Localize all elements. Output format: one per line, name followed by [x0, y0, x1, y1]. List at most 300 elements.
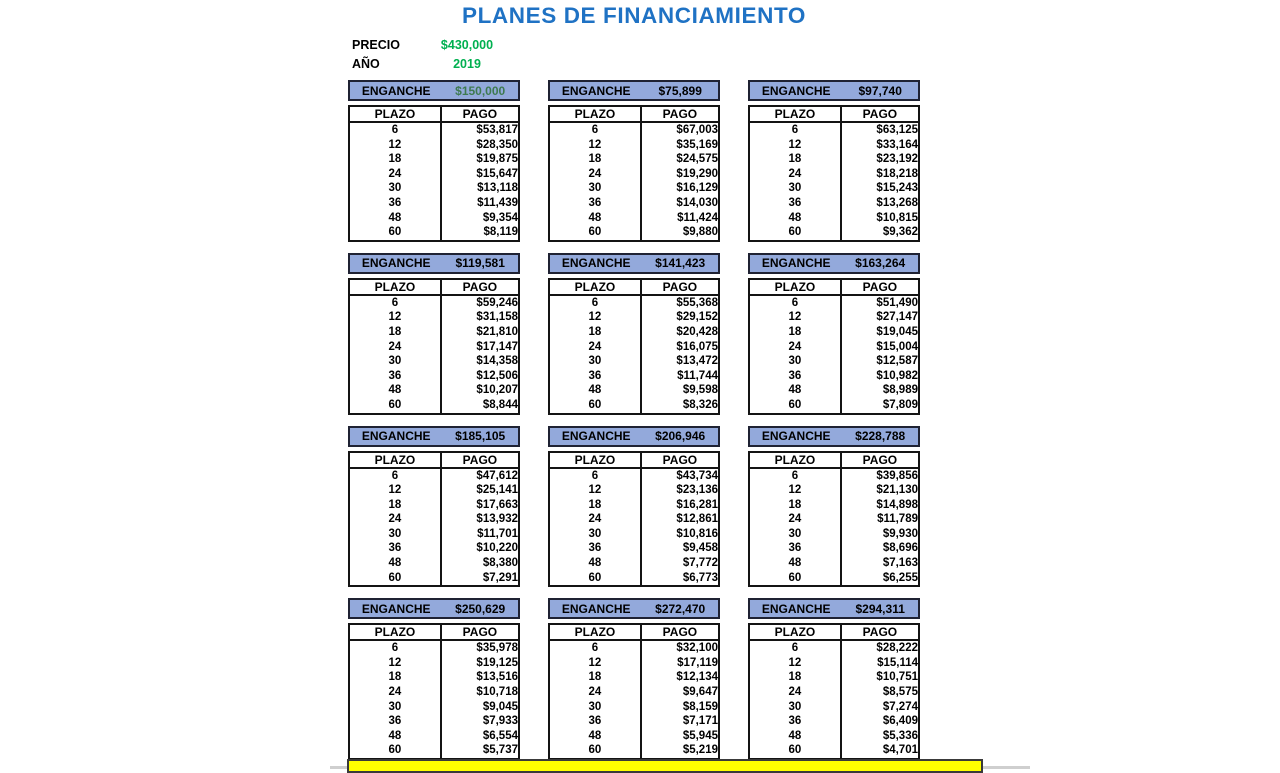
payment-row	[749, 685, 919, 700]
plazo-cell: 18	[349, 498, 441, 513]
plazo-column-header: PLAZO	[349, 106, 441, 122]
payment-row	[349, 181, 519, 196]
payment-row	[749, 700, 919, 715]
plazo-cell: 60	[549, 571, 641, 587]
plazo-cell: 6	[549, 122, 641, 138]
payment-row	[349, 685, 519, 700]
plan-card	[348, 253, 520, 415]
pago-cell: $6,773	[682, 571, 718, 584]
pago-cell: $10,982	[876, 369, 918, 382]
enganche-header	[748, 426, 920, 447]
plazo-cell: 60	[749, 225, 841, 241]
pago-cell: $16,075	[676, 340, 718, 353]
pago-cell: $8,696	[882, 542, 918, 555]
plazo-cell: 60	[349, 398, 441, 414]
plazo-cell: 6	[749, 295, 841, 311]
plazo-cell: 36	[549, 541, 641, 556]
payment-row	[349, 729, 519, 744]
payment-table-header-row	[749, 106, 919, 122]
pago-cell: $21,810	[476, 325, 518, 338]
pago-cell: $15,114	[877, 656, 918, 669]
plazo-cell: 12	[349, 656, 441, 671]
pago-cell: $59,246	[476, 296, 518, 309]
plazo-cell: 60	[349, 225, 441, 241]
pago-cell: $13,516	[476, 671, 518, 684]
pago-cell: $6,409	[882, 715, 918, 728]
plazo-cell: 30	[549, 700, 641, 715]
pago-cell: $18,218	[876, 167, 918, 180]
enganche-header	[348, 253, 520, 274]
pago-cell: $25,141	[476, 484, 518, 497]
payment-row	[349, 640, 519, 656]
payment-row	[749, 656, 919, 671]
enganche-label: ENGANCHE	[761, 256, 831, 271]
enganche-value: $119,581	[455, 256, 505, 271]
pago-cell: $11,744	[677, 369, 718, 382]
payment-row	[549, 556, 719, 571]
pago-cell: $43,734	[676, 469, 718, 482]
pago-cell: $13,118	[477, 182, 518, 195]
plazo-cell: 48	[349, 211, 441, 226]
payment-table	[548, 623, 720, 760]
payment-table	[748, 278, 920, 415]
payment-row	[749, 498, 919, 513]
payment-row	[749, 225, 919, 241]
pago-cell: $8,844	[482, 398, 518, 411]
plan-card	[748, 426, 920, 588]
plazo-cell: 24	[549, 685, 641, 700]
pago-column-header: PAGO	[441, 106, 519, 122]
enganche-value: $250,629	[455, 601, 506, 616]
plazo-cell: 24	[549, 340, 641, 355]
enganche-value: $150,000	[455, 83, 506, 98]
plazo-cell: 48	[749, 211, 841, 226]
payment-row	[349, 325, 519, 340]
pago-cell: $55,368	[676, 296, 718, 309]
payment-row	[549, 656, 719, 671]
plazo-cell: 48	[349, 556, 441, 571]
pago-column-header: PAGO	[441, 624, 519, 640]
pago-cell: $5,336	[882, 729, 918, 742]
payment-row	[749, 181, 919, 196]
plazo-cell: 60	[749, 571, 841, 587]
pago-column-header: PAGO	[841, 106, 919, 122]
enganche-label: ENGANCHE	[561, 429, 631, 443]
plan-card	[748, 253, 920, 415]
plazo-cell: 48	[549, 729, 641, 744]
payment-row	[349, 152, 519, 167]
payment-row	[549, 700, 719, 715]
plazo-cell: 60	[549, 398, 641, 414]
enganche-label: ENGANCHE	[361, 256, 431, 271]
payment-row	[749, 369, 919, 384]
pago-cell: $7,171	[682, 715, 718, 728]
payment-table-header-row	[349, 106, 519, 122]
enganche-value: $97,740	[858, 83, 902, 98]
pago-cell: $28,350	[476, 138, 518, 151]
plazo-cell: 12	[549, 138, 641, 153]
plazo-cell: 36	[349, 541, 441, 556]
payment-row	[749, 152, 919, 167]
plan-card	[348, 80, 520, 242]
pago-cell: $35,169	[676, 138, 718, 151]
enganche-value: $75,899	[658, 83, 702, 98]
enganche-value: $272,470	[655, 601, 706, 616]
payment-table	[548, 105, 720, 242]
payment-row	[549, 340, 719, 355]
pago-column-header: PAGO	[441, 452, 519, 468]
payment-row	[549, 541, 719, 556]
plazo-cell: 12	[349, 310, 441, 325]
payment-row	[549, 310, 719, 325]
payment-row	[349, 541, 519, 556]
page-title: PLANES DE FINANCIAMIENTO	[461, 3, 806, 28]
pago-cell: $23,136	[676, 484, 718, 497]
cutoff-yellow-cell	[347, 759, 983, 773]
enganche-header	[348, 598, 520, 619]
plazo-cell: 48	[749, 729, 841, 744]
plazo-cell: 30	[349, 527, 441, 542]
plan-card	[348, 426, 520, 588]
payment-table-header-row	[749, 624, 919, 640]
payment-row	[349, 527, 519, 542]
payment-row	[749, 383, 919, 398]
payment-row	[749, 714, 919, 729]
payment-row	[749, 541, 919, 556]
pago-cell: $11,439	[477, 196, 518, 209]
pago-cell: $11,701	[477, 527, 518, 540]
plazo-cell: 24	[749, 512, 841, 527]
payment-row	[349, 556, 519, 571]
pago-cell: $33,164	[876, 138, 918, 151]
plazo-cell: 24	[749, 167, 841, 182]
payment-table	[748, 105, 920, 242]
payment-row	[749, 571, 919, 587]
plazo-cell: 12	[549, 483, 641, 498]
pago-cell: $24,575	[676, 153, 718, 166]
payment-row	[549, 670, 719, 685]
pago-cell: $9,362	[882, 226, 918, 239]
payment-row	[549, 743, 719, 759]
payment-row	[549, 685, 719, 700]
payment-row	[549, 295, 719, 311]
payment-row	[549, 138, 719, 153]
pago-cell: $47,612	[476, 469, 518, 482]
enganche-label: ENGANCHE	[361, 83, 431, 98]
ano-label: AÑO	[352, 57, 380, 71]
pago-column-header: PAGO	[641, 279, 719, 295]
pago-cell: $8,326	[682, 398, 718, 411]
plazo-column-header: PLAZO	[549, 106, 641, 122]
payment-row	[349, 670, 519, 685]
enganche-value: $206,946	[655, 429, 706, 443]
payment-row	[349, 211, 519, 226]
pago-cell: $9,354	[482, 211, 518, 224]
payment-row	[549, 152, 719, 167]
plazo-cell: 6	[349, 640, 441, 656]
plazo-cell: 18	[549, 498, 641, 513]
pago-cell: $15,243	[876, 182, 918, 195]
plazo-cell: 18	[549, 152, 641, 167]
payment-table-header-row	[749, 452, 919, 468]
payment-row	[549, 498, 719, 513]
payment-row	[349, 383, 519, 398]
plazo-cell: 24	[349, 340, 441, 355]
payment-row	[549, 181, 719, 196]
pago-cell: $39,856	[876, 469, 918, 482]
plan-card	[548, 80, 720, 242]
pago-cell: $6,554	[482, 729, 518, 742]
plazo-cell: 48	[349, 729, 441, 744]
pago-cell: $19,290	[676, 167, 718, 180]
pago-cell: $9,880	[682, 226, 718, 239]
payment-row	[549, 383, 719, 398]
plan-card	[548, 598, 720, 760]
pago-cell: $7,291	[482, 571, 518, 584]
payment-row	[749, 138, 919, 153]
plazo-cell: 48	[549, 211, 641, 226]
plazo-column-header: PLAZO	[349, 624, 441, 640]
pago-cell: $7,809	[882, 398, 918, 411]
payment-row	[349, 700, 519, 715]
plan-card	[748, 598, 920, 760]
payment-row	[549, 640, 719, 656]
pago-cell: $20,428	[676, 325, 718, 338]
plazo-cell: 18	[749, 325, 841, 340]
pago-cell: $32,100	[676, 642, 718, 655]
plazo-cell: 6	[549, 640, 641, 656]
plazo-column-header: PLAZO	[349, 452, 441, 468]
pago-cell: $10,220	[476, 542, 518, 555]
plazo-cell: 6	[349, 122, 441, 138]
payment-row	[349, 225, 519, 241]
payment-row	[349, 295, 519, 311]
payment-table	[748, 623, 920, 760]
plazo-column-header: PLAZO	[549, 624, 641, 640]
plazo-cell: 18	[349, 152, 441, 167]
plazo-column-header: PLAZO	[549, 452, 641, 468]
payment-row	[349, 340, 519, 355]
plazo-cell: 60	[749, 398, 841, 414]
plazo-cell: 30	[549, 527, 641, 542]
pago-cell: $13,472	[676, 355, 718, 368]
pago-cell: $35,978	[476, 642, 518, 655]
plazo-cell: 12	[549, 310, 641, 325]
enganche-header	[348, 80, 520, 101]
plazo-column-header: PLAZO	[749, 624, 841, 640]
payment-row	[749, 483, 919, 498]
plazo-cell: 24	[349, 512, 441, 527]
plazo-cell: 6	[549, 295, 641, 311]
payment-row	[349, 512, 519, 527]
enganche-header	[548, 426, 720, 447]
plazo-cell: 30	[749, 700, 841, 715]
plazo-cell: 48	[749, 556, 841, 571]
plazo-cell: 12	[349, 138, 441, 153]
pago-cell: $8,159	[682, 700, 718, 713]
enganche-value: $163,264	[855, 256, 906, 271]
pago-cell: $7,274	[882, 700, 918, 713]
pago-cell: $14,898	[876, 498, 918, 511]
enganche-label: ENGANCHE	[561, 256, 631, 271]
pago-cell: $17,119	[677, 656, 718, 669]
pago-cell: $6,255	[882, 571, 918, 584]
payment-row	[349, 196, 519, 211]
plan-card	[548, 426, 720, 588]
payment-row	[749, 670, 919, 685]
pago-cell: $19,045	[876, 325, 918, 338]
pago-cell: $11,424	[677, 211, 718, 224]
plazo-cell: 36	[349, 369, 441, 384]
payment-table	[748, 451, 920, 588]
payment-row	[549, 211, 719, 226]
pago-cell: $19,875	[476, 153, 518, 166]
payment-table	[548, 278, 720, 415]
payment-table-header-row	[349, 624, 519, 640]
plazo-cell: 12	[749, 483, 841, 498]
plazo-cell: 30	[349, 354, 441, 369]
plazo-cell: 24	[749, 340, 841, 355]
payment-table	[548, 451, 720, 588]
enganche-header	[548, 253, 720, 274]
payment-row	[549, 714, 719, 729]
pago-cell: $16,129	[676, 182, 718, 195]
plazo-cell: 48	[549, 556, 641, 571]
plazo-cell: 18	[749, 670, 841, 685]
payment-row	[749, 354, 919, 369]
enganche-header	[748, 598, 920, 619]
plazo-cell: 12	[749, 656, 841, 671]
pago-cell: $4,701	[882, 744, 918, 757]
pago-cell: $12,587	[876, 355, 918, 368]
enganche-label: ENGANCHE	[361, 601, 431, 616]
payment-row	[549, 729, 719, 744]
pago-cell: $51,490	[876, 296, 918, 309]
pago-cell: $7,163	[882, 557, 918, 570]
plazo-column-header: PLAZO	[349, 279, 441, 295]
pago-cell: $10,718	[476, 686, 518, 699]
plazo-cell: 48	[749, 383, 841, 398]
plan-card	[748, 80, 920, 242]
plazo-cell: 30	[749, 181, 841, 196]
payment-row	[749, 729, 919, 744]
enganche-label: ENGANCHE	[761, 429, 831, 443]
pago-cell: $17,663	[476, 498, 518, 511]
plazo-cell: 18	[349, 325, 441, 340]
pago-cell: $10,815	[876, 211, 918, 224]
payment-row	[749, 122, 919, 138]
enganche-label: ENGANCHE	[761, 601, 831, 616]
pago-cell: $5,219	[682, 744, 718, 757]
plazo-cell: 12	[549, 656, 641, 671]
payment-row	[749, 340, 919, 355]
payment-row	[349, 369, 519, 384]
payment-row	[549, 354, 719, 369]
pago-cell: $23,192	[876, 153, 918, 166]
pago-cell: $9,458	[682, 542, 718, 555]
plazo-cell: 6	[349, 295, 441, 311]
plazo-cell: 36	[749, 196, 841, 211]
plazo-cell: 48	[349, 383, 441, 398]
payment-row	[549, 325, 719, 340]
payment-row	[749, 527, 919, 542]
payment-row	[349, 398, 519, 414]
pago-cell: $12,134	[676, 671, 718, 684]
plazo-cell: 30	[749, 527, 841, 542]
payment-row	[549, 468, 719, 484]
pago-cell: $15,647	[476, 167, 518, 180]
plazo-cell: 12	[749, 138, 841, 153]
payment-table-header-row	[549, 279, 719, 295]
payment-row	[749, 196, 919, 211]
pago-cell: $9,930	[882, 527, 918, 540]
plazo-cell: 36	[549, 369, 641, 384]
enganche-value: $294,311	[855, 601, 905, 616]
plazo-cell: 18	[749, 152, 841, 167]
plazo-cell: 30	[749, 354, 841, 369]
payment-row	[349, 498, 519, 513]
payment-row	[349, 138, 519, 153]
payment-row	[349, 714, 519, 729]
pago-cell: $8,119	[483, 226, 518, 239]
pago-cell: $5,945	[682, 729, 718, 742]
pago-column-header: PAGO	[841, 452, 919, 468]
payment-row	[749, 743, 919, 759]
pago-cell: $8,989	[882, 384, 918, 397]
payment-row	[749, 211, 919, 226]
pago-cell: $14,358	[476, 355, 518, 368]
pago-cell: $9,045	[482, 700, 518, 713]
plazo-cell: 60	[349, 571, 441, 587]
plazo-cell: 6	[549, 468, 641, 484]
pago-cell: $10,816	[676, 527, 718, 540]
payment-row	[349, 468, 519, 484]
pago-cell: $63,125	[876, 124, 918, 136]
payment-row	[349, 656, 519, 671]
enganche-label: ENGANCHE	[761, 83, 831, 98]
payment-table-header-row	[549, 624, 719, 640]
payment-row	[749, 398, 919, 414]
payment-row	[349, 310, 519, 325]
payment-table	[348, 623, 520, 760]
pago-cell: $19,125	[476, 656, 518, 669]
precio-label: PRECIO	[352, 38, 400, 52]
pago-cell: $13,932	[476, 513, 518, 526]
pago-cell: $11,789	[877, 513, 918, 526]
payment-row	[749, 640, 919, 656]
pago-column-header: PAGO	[441, 279, 519, 295]
pago-cell: $8,380	[482, 557, 518, 570]
pago-cell: $8,575	[882, 686, 918, 699]
payment-row	[549, 398, 719, 414]
payment-row	[549, 225, 719, 241]
plazo-column-header: PLAZO	[749, 106, 841, 122]
plazo-cell: 6	[349, 468, 441, 484]
pago-cell: $9,647	[682, 686, 718, 699]
enganche-header	[548, 80, 720, 101]
plazo-cell: 18	[549, 670, 641, 685]
plazo-cell: 24	[349, 167, 441, 182]
plazo-cell: 30	[549, 181, 641, 196]
plazo-cell: 36	[749, 369, 841, 384]
payment-table	[348, 278, 520, 415]
enganche-header	[748, 80, 920, 101]
pago-cell: $31,158	[476, 311, 518, 324]
payment-row	[749, 295, 919, 311]
payment-row	[749, 310, 919, 325]
enganche-label: ENGANCHE	[561, 83, 631, 98]
pago-column-header: PAGO	[641, 624, 719, 640]
